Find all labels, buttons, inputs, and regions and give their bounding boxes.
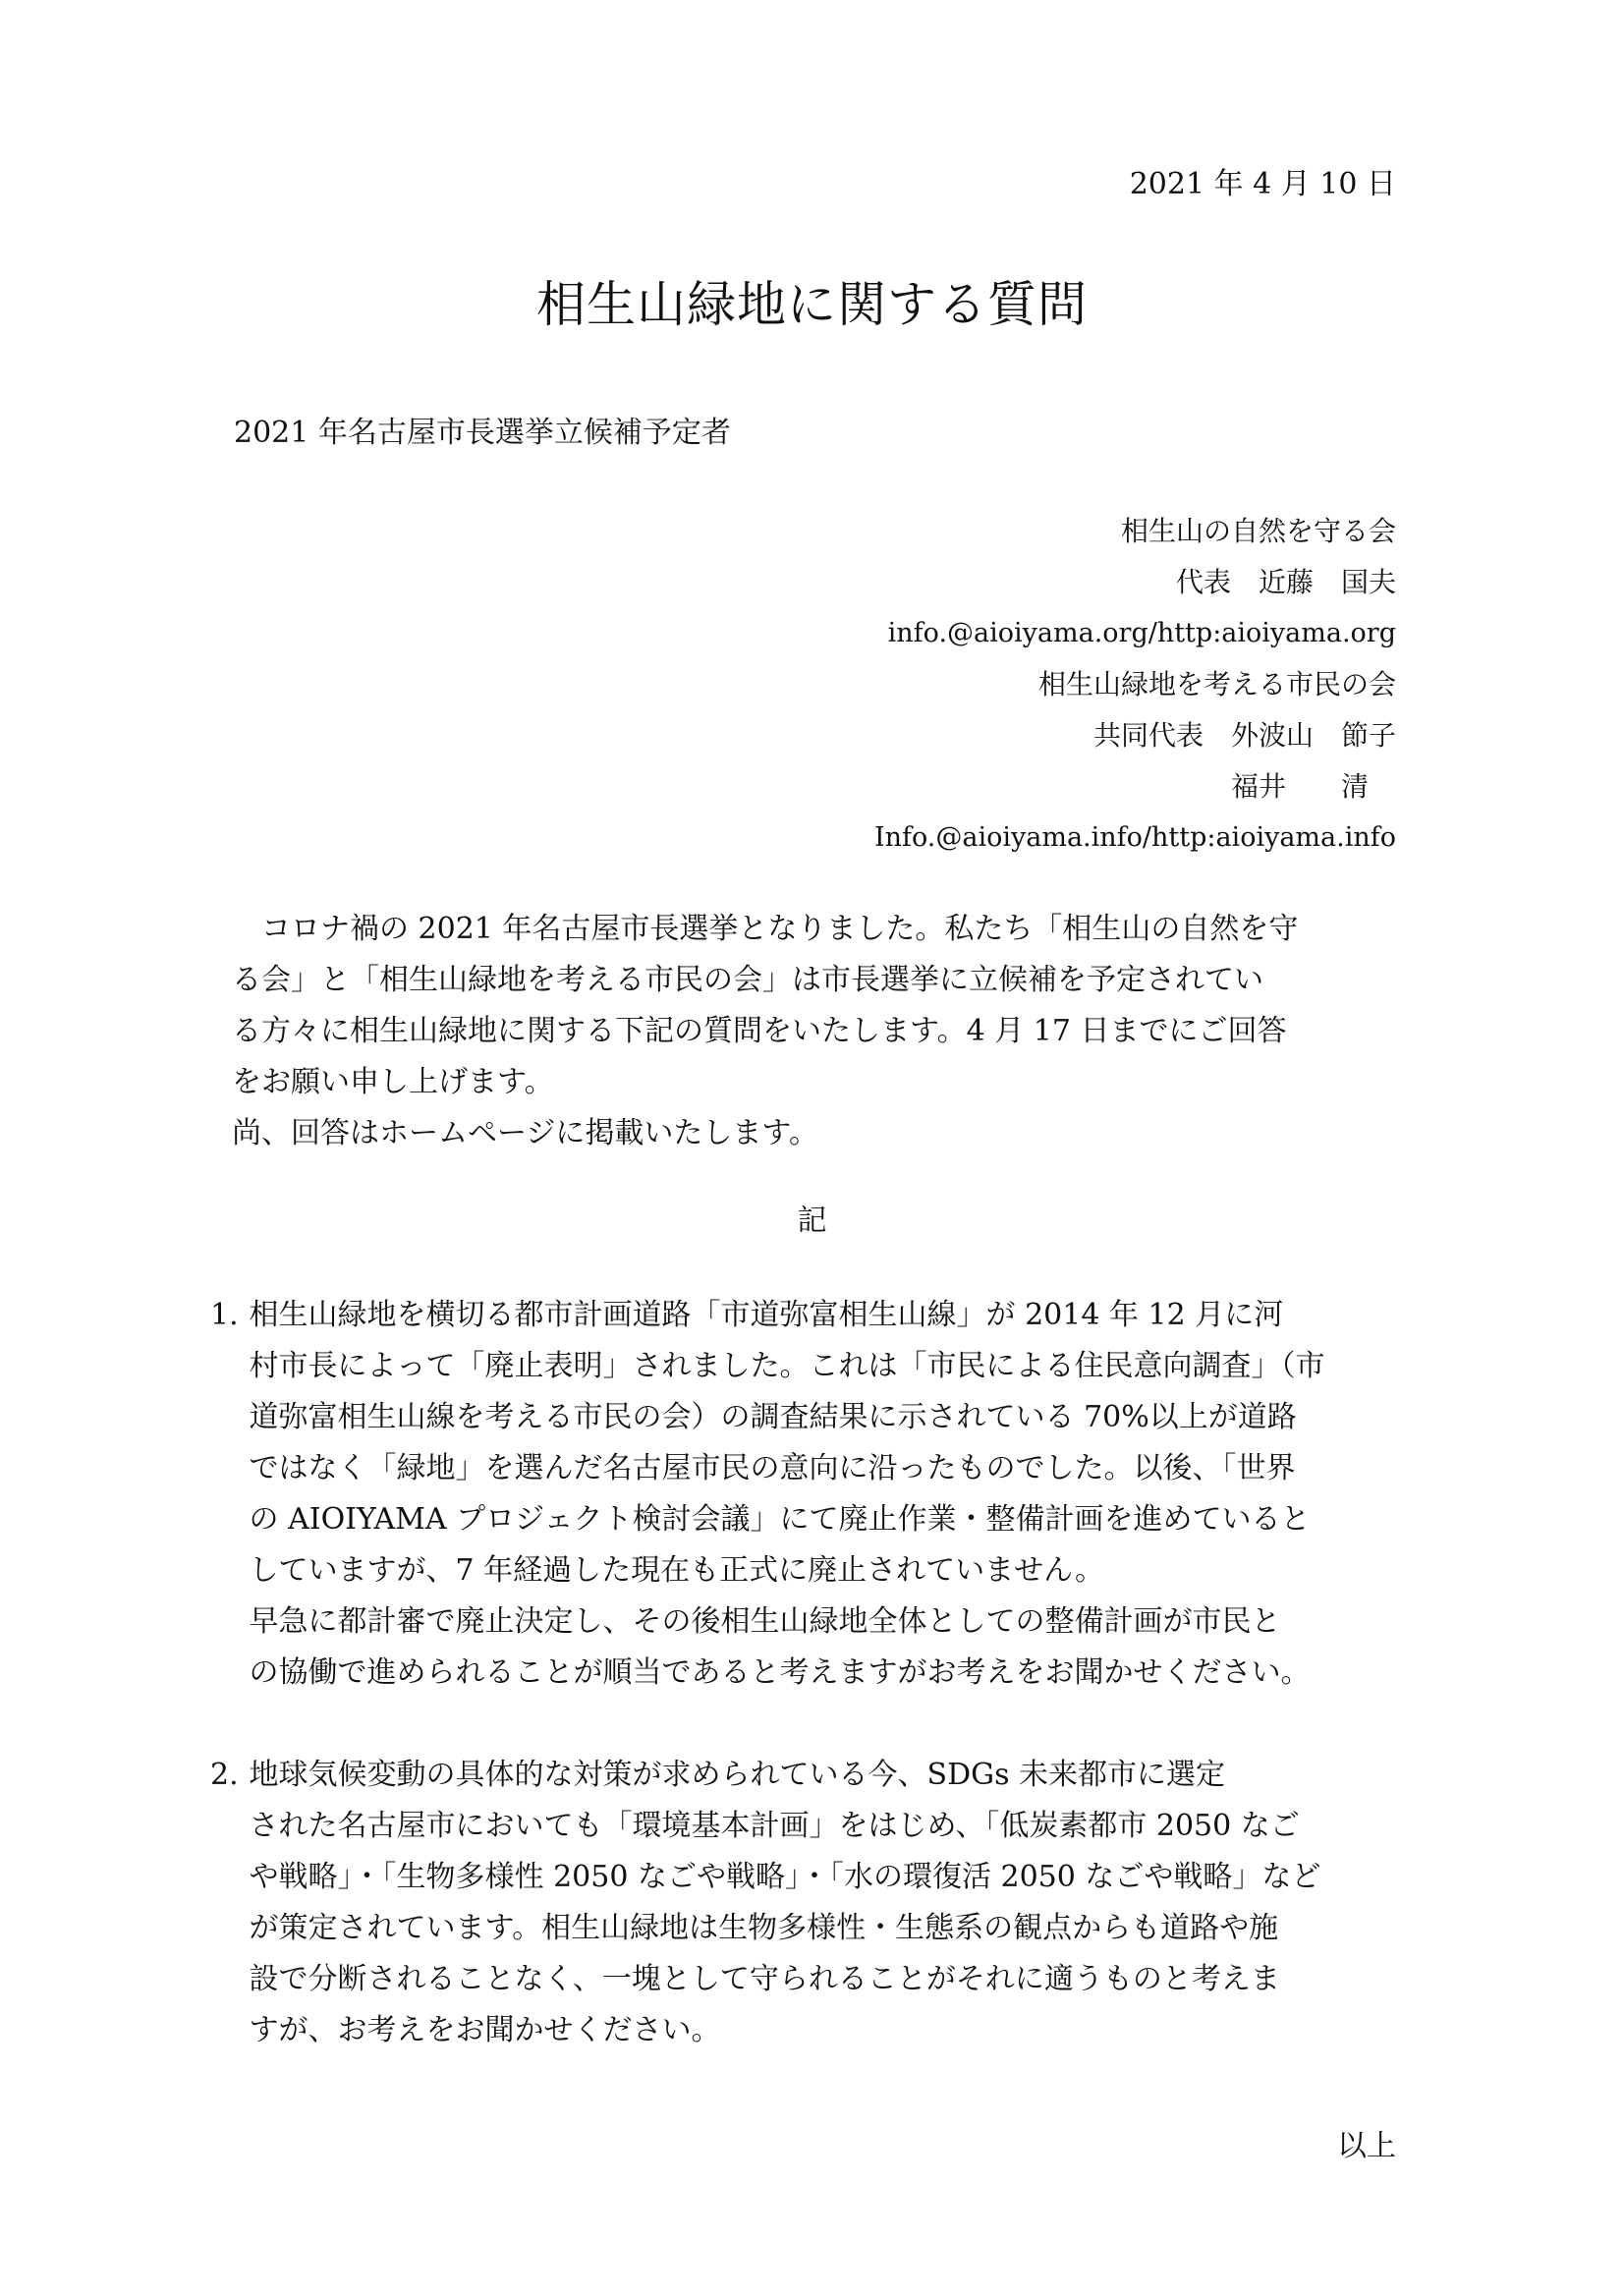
sender-contact-1: info.@aioiyama.org/http:aioiyama.org — [887, 618, 1396, 648]
question-line — [210, 1903, 1419, 1954]
addressee: 2021 年名古屋市長選挙立候補予定者 — [234, 416, 731, 450]
intro-paragraph — [232, 904, 1406, 1159]
sender-org-1: 相生山の自然を守る会 — [1120, 515, 1396, 547]
document-date: 2021 年 4 月 10 日 — [1129, 167, 1396, 201]
ki-heading: 記 — [797, 1204, 827, 1238]
question-line — [210, 1648, 1419, 1699]
question-text: ではなく「緑地」を選んだ名古屋市民の意向に沿ったものでした。以後、「世界 — [240, 1451, 1296, 1485]
question-item — [210, 1750, 1419, 2056]
question-line — [210, 1392, 1419, 1443]
question-text: すが、お考えをお聞かせください。 — [240, 2013, 721, 2047]
question-number: 2. — [210, 1758, 239, 1792]
question-line — [210, 2005, 1419, 2056]
sender-rep-1: 代表 近藤 国夫 — [1175, 566, 1396, 598]
question-line — [210, 1852, 1419, 1903]
question-line — [210, 1954, 1419, 2005]
question-item — [210, 1290, 1419, 1699]
intro-line: る会」と「相生山緑地を考える市民の会」は市長選挙に立候補を予定されてい — [232, 963, 1263, 997]
intro-line: る方々に相生山緑地に関する下記の質問をいたします。4 月 17 日までにご回答 — [232, 1014, 1287, 1048]
question-line — [210, 1596, 1419, 1648]
question-line — [210, 1494, 1419, 1545]
intro-line: をお願い申し上げます。 — [232, 1065, 554, 1099]
question-text: していますが、7 年経過した現在も正式に廃止されていません。 — [240, 1553, 1104, 1588]
question-line — [210, 1341, 1419, 1392]
question-line — [210, 1290, 1419, 1341]
sender-rep-2: 共同代表 外波山 節子 — [1092, 719, 1396, 752]
question-text: 早急に都計審で廃止決定し、その後相生山緑地全体としての整備計画が市民と — [240, 1604, 1281, 1639]
question-line — [210, 1443, 1419, 1494]
closing-mark: 以上 — [1337, 2129, 1396, 2163]
question-text: された名古屋市においても「環境基本計画」をはじめ、「低炭素都市 2050 なご — [240, 1809, 1300, 1843]
question-text: が策定されています。相生山緑地は生物多様性・生態系の観点からも道路や施 — [240, 1911, 1279, 1945]
senders-block — [512, 506, 1396, 864]
question-text: 設で分断されることなく、一塊として守られることがそれに適うものと考えま — [240, 1962, 1280, 1996]
question-list — [210, 1290, 1419, 2107]
question-text: の協働で進められることが順当であると考えますがお考えをお聞かせください。 — [240, 1655, 1311, 1690]
sender-rep-3: 福井 清 — [1230, 770, 1396, 803]
question-number: 1. — [210, 1298, 239, 1332]
sender-contact-2: Info.@aioiyama.info/http:aioiyama.info — [873, 822, 1396, 853]
question-text: 相生山緑地を横切る都市計画道路「市道弥富相生山線」が 2014 年 12 月に河 — [240, 1298, 1284, 1332]
question-text: 村市長によって「廃止表明」されました。これは「市民による住民意向調査」（市 — [240, 1349, 1325, 1383]
question-text: の AIOIYAMA プロジェクト検討会議」にて廃止作業・整備計画を進めていると — [240, 1502, 1311, 1537]
sender-org-2: 相生山緑地を考える市民の会 — [1037, 668, 1396, 700]
question-line — [210, 1750, 1419, 1801]
intro-line: 尚、回答はホームページに掲載いたします。 — [232, 1116, 818, 1150]
question-text: 道弥富相生山線を考える市民の会）の調査結果に示されている 70%以上が道路 — [240, 1400, 1297, 1434]
document-title: 相生山緑地に関する質問 — [536, 276, 1088, 333]
question-text: や戦略」・「生物多様性 2050 なごや戦略」・「水の環復活 2050 なごや戦略」など — [240, 1860, 1321, 1894]
intro-line: コロナ禍の 2021 年名古屋市長選挙となりました。私たち「相生山の自然を守 — [232, 912, 1299, 946]
question-line — [210, 1801, 1419, 1852]
question-text: 地球気候変動の具体的な対策が求められている今、SDGs 未来都市に選定 — [240, 1758, 1226, 1792]
question-line — [210, 1545, 1419, 1596]
